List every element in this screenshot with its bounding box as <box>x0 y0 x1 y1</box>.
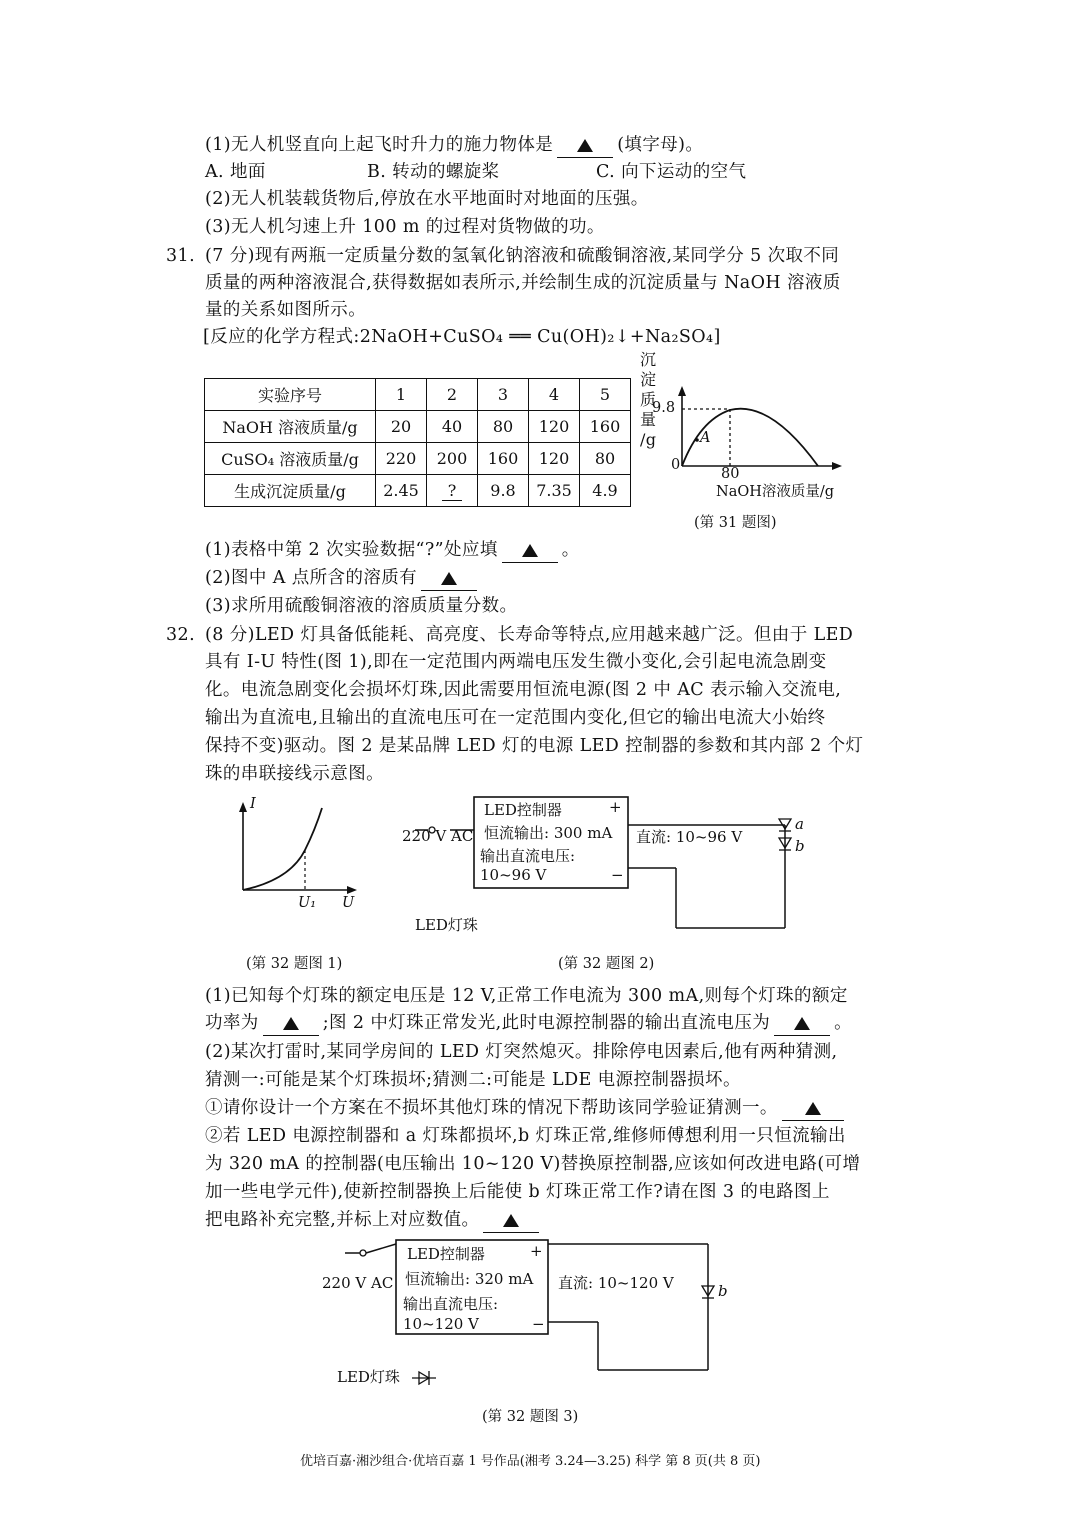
q32-sub2-line3: ①请你设计一个方案在不损坏其他灯珠的情况下帮助该同学验证猜测一。 <box>205 1096 848 1121</box>
fig2-out: 恒流输出: 300 mA <box>484 824 613 842</box>
fig3-vlabel: 输出直流电压: <box>403 1295 499 1313</box>
q31-graph-point-a: A <box>700 430 711 446</box>
fig3-terminal <box>360 1250 366 1256</box>
q30-option-c: C. 向下运动的空气 <box>596 162 747 182</box>
point-a-marker <box>695 438 699 442</box>
q31-equation: [反应的化学方程式:2NaOH+CuSO₄ ══ Cu(OH)₂↓+Na₂SO₄] <box>203 327 721 347</box>
fig3-dc: 直流: 10~120 V <box>558 1274 674 1292</box>
q31-graph-xpeak: 80 <box>721 466 740 482</box>
q32-sub1-line1: (1)已知每个灯珠的额定电压是 12 V,正常工作电流为 300 mA,则每个灯珠的额定 <box>205 986 848 1006</box>
table-cell: 120 <box>529 443 580 475</box>
triangle-icon <box>441 572 457 585</box>
fig2-input-label: 220 V AC <box>402 827 474 845</box>
table-cell: 220 <box>376 443 427 475</box>
table-row <box>205 379 631 411</box>
answer-blank[interactable] <box>263 1011 319 1036</box>
q32-fig1-graph <box>239 802 357 894</box>
fig1-ylabel: I <box>250 796 256 812</box>
table-cell: 160 <box>478 443 529 475</box>
q32-stem-line5: 保持不变)驱动。图 2 是某品牌 LED 灯的电源 LED 控制器的参数和其内部 2 个灯 <box>205 736 864 756</box>
table-cell: 120 <box>529 411 580 443</box>
x-axis-arrow <box>832 462 842 470</box>
led-a-icon <box>779 819 791 829</box>
q32-sub2-line4: ②若 LED 电源控制器和 a 灯珠都损坏,b 灯珠正常,维修师傅想利用一只恒流输出 <box>205 1126 846 1146</box>
fig1-caption: (第 32 题图 1) <box>246 956 343 972</box>
table-header-cell: 5 <box>580 379 631 411</box>
fig3-title: LED控制器 <box>407 1245 485 1263</box>
fig3-vrange: 10~120 V <box>403 1315 479 1333</box>
q32-fig2-circuit <box>415 797 791 928</box>
table-cell: 40 <box>427 411 478 443</box>
answer-blank[interactable] <box>421 566 477 591</box>
fig1-x-arrow <box>347 886 357 894</box>
fig2-plus: + <box>609 798 622 816</box>
q32-sub2-line2: 猜测一:可能是某个灯珠损坏;猜测二:可能是 LDE 电源控制器损坏。 <box>205 1070 741 1090</box>
table-cell: 7.35 <box>529 475 580 507</box>
fig3-switch <box>366 1244 396 1253</box>
table-cell: 160 <box>580 411 631 443</box>
answer-blank[interactable] <box>483 1208 539 1233</box>
table-cell: 生成沉淀质量/g <box>205 475 376 507</box>
q31-sub2: (2)图中 A 点所含的溶质有 <box>205 566 481 591</box>
fig2-caption: (第 32 题图 2) <box>558 956 655 972</box>
table-header-cell: 1 <box>376 379 427 411</box>
q32-sub2-line6: 加一些电学元件),使新控制器换上后能使 b 灯珠正常工作?请在图 3 的电路图上 <box>205 1182 830 1202</box>
table-cell: NaOH 溶液质量/g <box>205 411 376 443</box>
fig2-lamp-a: a <box>795 815 804 833</box>
fig3-plus: + <box>530 1242 543 1260</box>
page-footer: 优培百嘉·湘沙组合·优培百嘉 1 号作品(湘考 3.24—3.25) 科学 第 8 页(共 8 页) <box>300 1454 761 1469</box>
q30-part2: (2)无人机装载货物后,停放在水平地面时对地面的压强。 <box>205 189 649 209</box>
table-row <box>205 411 631 443</box>
fig3-caption: (第 32 题图 3) <box>482 1409 579 1425</box>
q32-stem-line4: 输出为直流电,且输出的直流电压可在一定范围内变化,但它的输出电流大小始终 <box>205 708 826 728</box>
q31-graph-origin: 0 <box>671 457 681 473</box>
q31-sub3: (3)求所用硫酸铜溶液的溶质质量分数。 <box>205 596 518 616</box>
triangle-icon <box>503 1214 519 1227</box>
q31-graph-xlabel: NaOH溶液质量/g <box>716 484 835 500</box>
q31-sub1: (1)表格中第 2 次实验数据“?”处应填 。 <box>205 538 580 563</box>
q31-graph-caption: (第 31 题图) <box>694 515 777 531</box>
fig3-input-label: 220 V AC <box>322 1274 394 1292</box>
q30-part1: (1)无人机竖直向上起飞时升力的施力物体是 (填字母)。 <box>205 133 703 158</box>
fig2-legend: LED灯珠 <box>415 916 478 934</box>
q32-sub1-line2: 功率为 ;图 2 中灯珠正常发光,此时电源控制器的输出直流电压为 。 <box>205 1011 852 1036</box>
triangle-icon <box>794 1017 810 1030</box>
q32-sub2-line7: 把电路补充完整,并标上对应数值。 <box>205 1208 543 1233</box>
q30-option-a: A. 地面 <box>205 162 266 182</box>
answer-blank[interactable] <box>774 1011 830 1036</box>
y-axis-arrow <box>678 386 686 396</box>
q31-graph-ylabel: 沉 淀 质 量 /g <box>640 350 657 449</box>
q30-option-b: B. 转动的螺旋桨 <box>367 162 500 182</box>
led-b-icon <box>702 1286 714 1296</box>
triangle-icon <box>522 544 538 557</box>
q31-stem-line3: 量的关系如图所示。 <box>205 300 367 320</box>
table-cell: 20 <box>376 411 427 443</box>
fig3-minus: − <box>532 1315 545 1333</box>
fig2-vrange: 10~96 V <box>480 866 547 884</box>
answer-blank[interactable] <box>502 538 558 563</box>
q32-sub2-line5: 为 320 mA 的控制器(电压输出 10~120 V)替换原控制器,应该如何改进电路(可增 <box>205 1154 861 1174</box>
q31-graph <box>678 386 842 470</box>
q32-stem-line6: 珠的串联接线示意图。 <box>205 764 384 784</box>
fig2-title: LED控制器 <box>484 801 562 819</box>
fig2-lamp-b: b <box>795 837 805 855</box>
q31-number: 31. <box>166 246 196 266</box>
fig3-lamp-b: b <box>718 1282 728 1300</box>
table-cell-unknown: ? <box>427 475 478 507</box>
q32-number: 32. <box>166 625 196 645</box>
q30-part3: (3)无人机匀速上升 100 m 的过程对货物做的功。 <box>205 217 605 237</box>
q32-stem-line2: 具有 I-U 特性(图 1),即在一定范围内两端电压发生微小变化,会引起电流急剧变 <box>205 652 827 672</box>
table-header-cell: 3 <box>478 379 529 411</box>
answer-blank[interactable] <box>782 1096 844 1121</box>
table-cell: 2.45 <box>376 475 427 507</box>
fig3-out: 恒流输出: 320 mA <box>405 1270 534 1288</box>
table-cell: CuSO₄ 溶液质量/g <box>205 443 376 475</box>
fig2-vlabel: 输出直流电压: <box>480 847 576 865</box>
q31-graph-ypeak: 9.8 <box>652 400 676 416</box>
q32-stem-line1: (8 分)LED 灯具备低能耗、高亮度、长寿命等特点,应用越来越广泛。但由于 LED <box>205 625 854 645</box>
answer-blank[interactable] <box>557 133 613 158</box>
table-header-cell: 4 <box>529 379 580 411</box>
fig1-xlabel: U <box>342 895 355 911</box>
fig2-dc: 直流: 10~96 V <box>636 828 743 846</box>
iu-curve <box>243 808 322 890</box>
triangle-icon <box>805 1102 821 1115</box>
fig1-y-arrow <box>239 802 247 812</box>
table-header-cell: 实验序号 <box>205 379 376 411</box>
legend-led-icon <box>419 1372 429 1384</box>
q31-data-table <box>204 378 631 507</box>
triangle-icon <box>577 139 593 152</box>
table-cell: 9.8 <box>478 475 529 507</box>
triangle-icon <box>283 1017 299 1030</box>
fig3-legend: LED灯珠 <box>337 1368 400 1386</box>
q31-stem-line1: (7 分)现有两瓶一定质量分数的氢氧化钠溶液和硫酸铜溶液,某同学分 5 次取不同 <box>205 246 840 266</box>
table-header-cell: 2 <box>427 379 478 411</box>
q32-stem-line3: 化。电流急剧变化会损坏灯珠,因此需要用恒流电源(图 2 中 AC 表示输入交流电, <box>205 680 842 700</box>
fig2-minus: − <box>611 866 624 884</box>
table-cell: 200 <box>427 443 478 475</box>
led-b-icon <box>779 838 791 848</box>
q32-sub2-line1: (2)某次打雷时,某同学房间的 LED 灯突然熄灭。排除停电因素后,他有两种猜测, <box>205 1042 838 1062</box>
table-cell: 4.9 <box>580 475 631 507</box>
fig1-u1-label: U₁ <box>298 895 317 911</box>
table-cell: 80 <box>580 443 631 475</box>
table-cell: 80 <box>478 411 529 443</box>
q31-stem-line2: 质量的两种溶液混合,获得数据如表所示,并绘制生成的沉淀质量与 NaOH 溶液质 <box>205 273 841 293</box>
table-row <box>205 475 631 507</box>
table-row <box>205 443 631 475</box>
